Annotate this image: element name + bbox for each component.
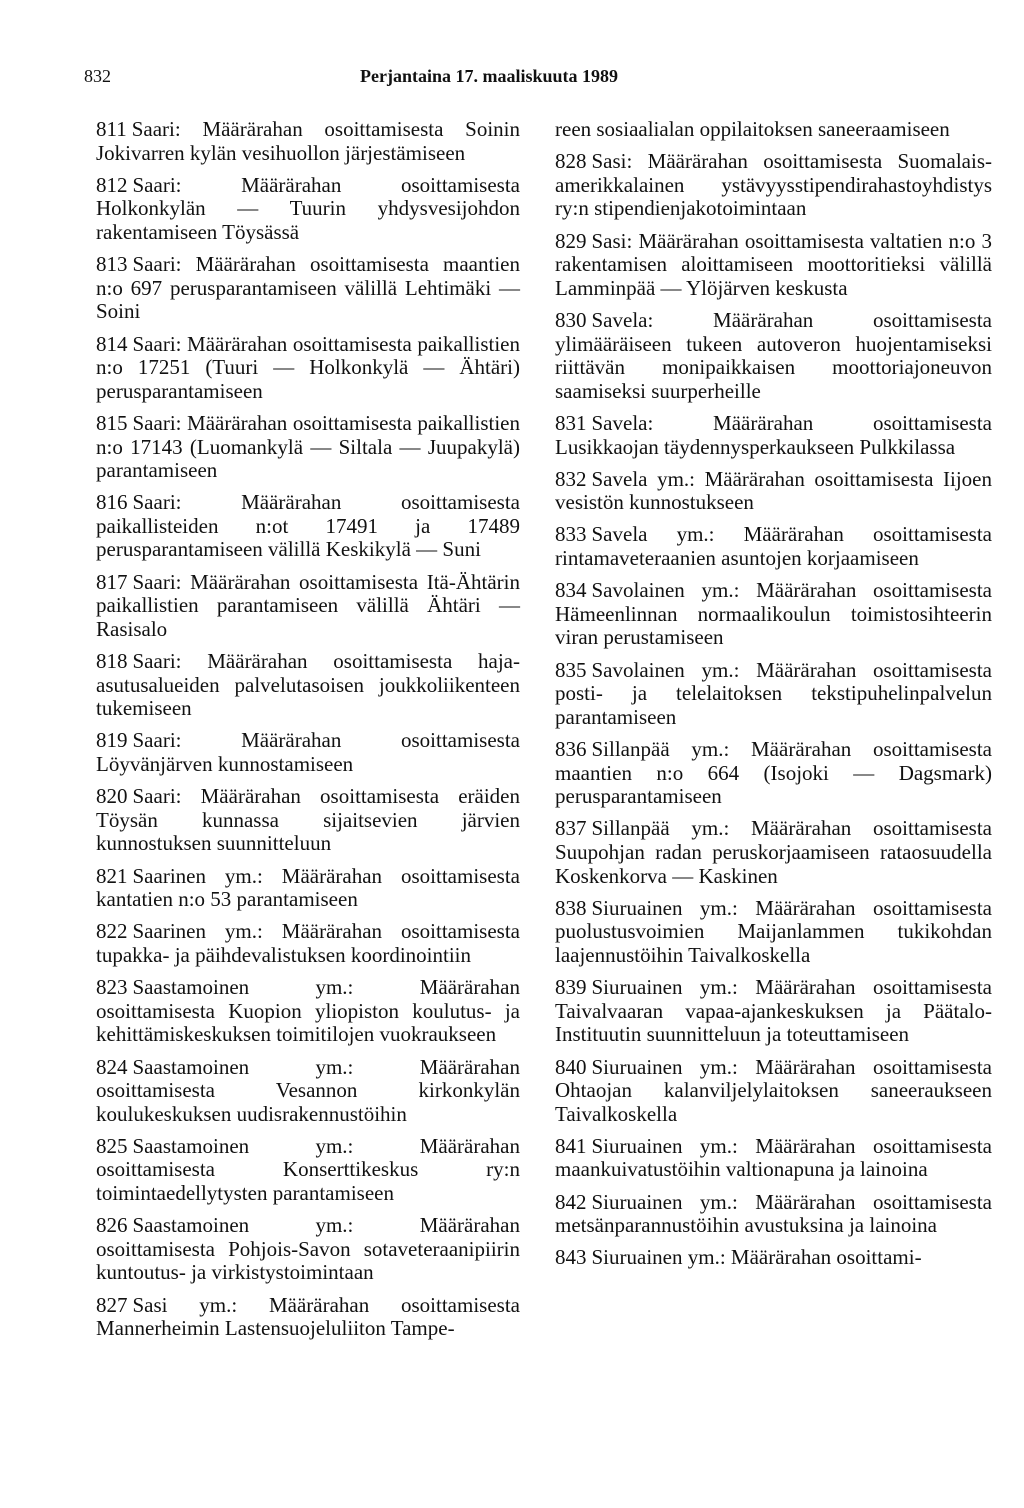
entry-number: 828 (555, 149, 587, 174)
entry-text: Saari: Määrärahan osoittamisesta Löyvänjärven kunnostamiseen (96, 728, 520, 776)
list-item (96, 920, 520, 967)
entry-number: 833 (555, 522, 587, 547)
entry-number: 812 (96, 172, 128, 197)
entry-text: Saarinen ym.: Määrärahan osoittamisesta tupakka- ja päihdevalistuksen koordinointiin (96, 919, 520, 967)
list-item (555, 976, 992, 1047)
entry-number: 822 (96, 919, 128, 944)
entry-text: Saari: Määrärahan osoittamisesta haja-asutusalueiden palvelutasoisen joukkoliikenteen tukemiseen (96, 649, 520, 721)
list-item (555, 1056, 992, 1127)
list-item (555, 1246, 992, 1270)
list-item (96, 729, 520, 776)
entry-number: 824 (96, 1054, 128, 1079)
list-item (96, 1294, 520, 1341)
entry-text: Savela ym.: Määrärahan osoittamisesta Iijoen vesistön kunnostukseen (555, 466, 992, 515)
entry-number: 826 (96, 1213, 128, 1238)
entry-number: 827 (96, 1292, 128, 1317)
list-item (96, 785, 520, 856)
list-item (96, 491, 520, 562)
entry-text: Saari: Määrärahan osoittamisesta Itä-Ähtärin paikallistien parantamiseen välillä Ähtäri — Rasisalo (96, 569, 520, 641)
entry-number: 832 (555, 466, 587, 491)
entry-number: 820 (96, 784, 128, 809)
list-item (96, 412, 520, 483)
entry-text: Siuruainen ym.: Määrärahan osoittamisesta maankuivatustöihin valtionapuna ja lainoina (555, 1133, 992, 1182)
list-item (555, 468, 992, 515)
entry-number: 841 (555, 1133, 587, 1158)
list-item (555, 659, 992, 730)
entry-number: 830 (555, 307, 587, 332)
list-item (96, 650, 520, 721)
entry-text: Siuruainen ym.: Määrärahan osoittamisesta Ohtaojan kalanviljelylaitoksen saneeraukseen Taivalkoskella (555, 1054, 992, 1126)
entry-text: Savolainen ym.: Määrärahan osoittamisesta posti- ja telelaitoksen tekstipuhelinpalvelun parantamiseen (555, 657, 992, 729)
entry-text: Saastamoinen ym.: Määrärahan osoittamisesta Konserttikeskus ry:n toimintaedellytysten parantamiseen (96, 1133, 520, 1206)
entry-number: 817 (96, 569, 128, 594)
entry-text: Savela: Määrärahan osoittamisesta Lusikkaojan täydennysperkaukseen Pulkkilassa (555, 410, 992, 459)
entry-number: 840 (555, 1054, 587, 1079)
entry-number: 842 (555, 1189, 587, 1214)
left-column (96, 118, 520, 1349)
page-number: 832 (84, 66, 111, 86)
entry-text: Saastamoinen ym.: Määrärahan osoittamisesta Pohjois-Savon sotaveteraanipiirin kuntoutus- ja virkistystoimintaan (96, 1213, 520, 1285)
list-item (96, 976, 520, 1047)
entry-number: 829 (555, 228, 587, 253)
entry-number: 839 (555, 975, 587, 1000)
entry-number: 825 (96, 1133, 128, 1158)
entry-text: Savela ym.: Määrärahan osoittamisesta rintamaveteraanien asuntojen korjaamiseen (555, 522, 992, 571)
list-item (96, 253, 520, 324)
entry-text: Siuruainen ym.: Määrärahan osoittami- (591, 1245, 922, 1270)
list-item (555, 1135, 992, 1182)
entry-text: Sasi: Määrärahan osoittamisesta valtatien n:o 3 rakentamisen aloittamiseen moottoritieksi välillä Lamminpää — Ylöjärven keskusta (555, 228, 992, 300)
list-item (555, 579, 992, 650)
entry-text: Saari: Määrärahan osoittamisesta paikallistien n:o 17251 (Tuuri — Holkonkylä — Ähtäri) perusparantamiseen (96, 331, 520, 403)
list-item (555, 309, 992, 403)
list-item (96, 1214, 520, 1285)
entry-number: 819 (96, 728, 128, 753)
list-item (96, 333, 520, 404)
list-item (96, 118, 520, 165)
list-item (555, 1191, 992, 1238)
entry-text: Savolainen ym.: Määrärahan osoittamisesta Hämeenlinnan normaalikoulun toimistosihteerin viran perustamiseen (555, 578, 992, 650)
entry-text: Sasi ym.: Määrärahan osoittamisesta Mannerheimin Lastensuojeluliiton Tampe- (96, 1292, 520, 1341)
entry-text: Sillanpää ym.: Määrärahan osoittamisesta Suupohjan radan peruskorjaamiseen rataosuudella Koskenkorva — Kaskinen (555, 816, 992, 888)
running-head: Perjantaina 17. maaliskuuta 1989 (360, 66, 619, 86)
entry-number: 837 (555, 816, 587, 841)
entry-text: Savela: Määrärahan osoittamisesta ylimääräiseen tukeen autoveron huojentamiseksi riittävän monipaikkaisen moottoriajoneuvon saamiseksi suurperheille (555, 307, 992, 403)
entry-number: 823 (96, 975, 128, 1000)
entry-text: Saarinen ym.: Määrärahan osoittamisesta kantatien n:o 53 parantamiseen (96, 863, 520, 912)
list-item (555, 118, 992, 142)
entry-number: 818 (96, 649, 128, 674)
list-item (96, 1056, 520, 1127)
entry-text: Sasi: Määrärahan osoittamisesta Suomalais-amerikkalainen ystävyysstipendirahastoyhdistys ry:n stipendienjakotoimintaan (555, 149, 992, 221)
right-column (555, 118, 992, 1279)
entry-text: Saari: Määrärahan osoittamisesta Soinin Jokivarren kylän vesihuollon järjestämiseen (96, 117, 520, 165)
entry-number: 843 (555, 1245, 587, 1270)
entry-text: Siuruainen ym.: Määrärahan osoittamisesta puolustusvoimien Maijanlammen tukikohdan laajennustöihin Taivalkoskella (555, 895, 992, 967)
list-item (555, 412, 992, 459)
entry-number: 811 (96, 117, 127, 141)
entry-number: 821 (96, 863, 128, 888)
entry-text: Saari: Määrärahan osoittamisesta Holkonkylän — Tuurin yhdysvesijohdon rakentamiseen Töysässä (96, 172, 520, 244)
entry-number: 836 (555, 737, 587, 761)
entry-text: Siuruainen ym.: Määrärahan osoittamisesta metsänparannustöihin avustuksina ja lainoina (555, 1189, 992, 1238)
list-item (96, 174, 520, 245)
page-header (0, 66, 1024, 90)
entry-number: 835 (555, 657, 587, 682)
list-item (555, 738, 992, 809)
list-item (555, 150, 992, 221)
entry-text: Sillanpää ym.: Määrärahan osoittamisesta maantien n:o 664 (Isojoki — Dagsmark) perusparantamiseen (555, 737, 992, 809)
entry-text: reen sosiaalialan oppilaitoksen saneeraamiseen (555, 117, 950, 141)
list-item (555, 230, 992, 301)
entry-text: Saari: Määrärahan osoittamisesta paikallistien n:o 17143 (Luomankylä — Siltala — Juupakylä) parantamiseen (96, 410, 520, 483)
entry-number: 815 (96, 410, 128, 435)
entry-number: 834 (555, 578, 587, 603)
list-item (96, 1135, 520, 1206)
list-item (96, 571, 520, 642)
entry-number: 838 (555, 895, 587, 920)
entry-number: 814 (96, 331, 128, 356)
entry-text: Saari: Määrärahan osoittamisesta maantien n:o 697 perusparantamiseen välillä Lehtimäki — Soini (96, 252, 520, 324)
entry-number: 816 (96, 490, 128, 515)
list-item (555, 523, 992, 570)
entry-number: 831 (555, 410, 587, 435)
entry-text: Saari: Määrärahan osoittamisesta paikallisteiden n:ot 17491 ja 17489 perusparantamiseen välillä Keskikylä — Suni (96, 490, 520, 562)
list-item (555, 897, 992, 968)
entry-text: Siuruainen ym.: Määrärahan osoittamisesta Taivalvaaran vapaa-ajankeskuksen ja Päätalo-Instituutin suunnitteluun ja toteuttamiseen (555, 975, 992, 1047)
list-item (96, 865, 520, 912)
list-item (555, 817, 992, 888)
entry-text: Saastamoinen ym.: Määrärahan osoittamisesta Kuopion yliopiston koulutus- ja kehittämiskeskuksen toimitilojen vuokraukseen (96, 975, 520, 1047)
entry-text: Saari: Määrärahan osoittamisesta eräiden Töysän kunnassa sijaitsevien järvien kunnostuksen suunnitteluun (96, 784, 520, 856)
entry-text: Saastamoinen ym.: Määrärahan osoittamisesta Vesannon kirkonkylän koulukeskuksen uudisrakennustöihin (96, 1054, 520, 1126)
entry-number: 813 (96, 252, 128, 277)
